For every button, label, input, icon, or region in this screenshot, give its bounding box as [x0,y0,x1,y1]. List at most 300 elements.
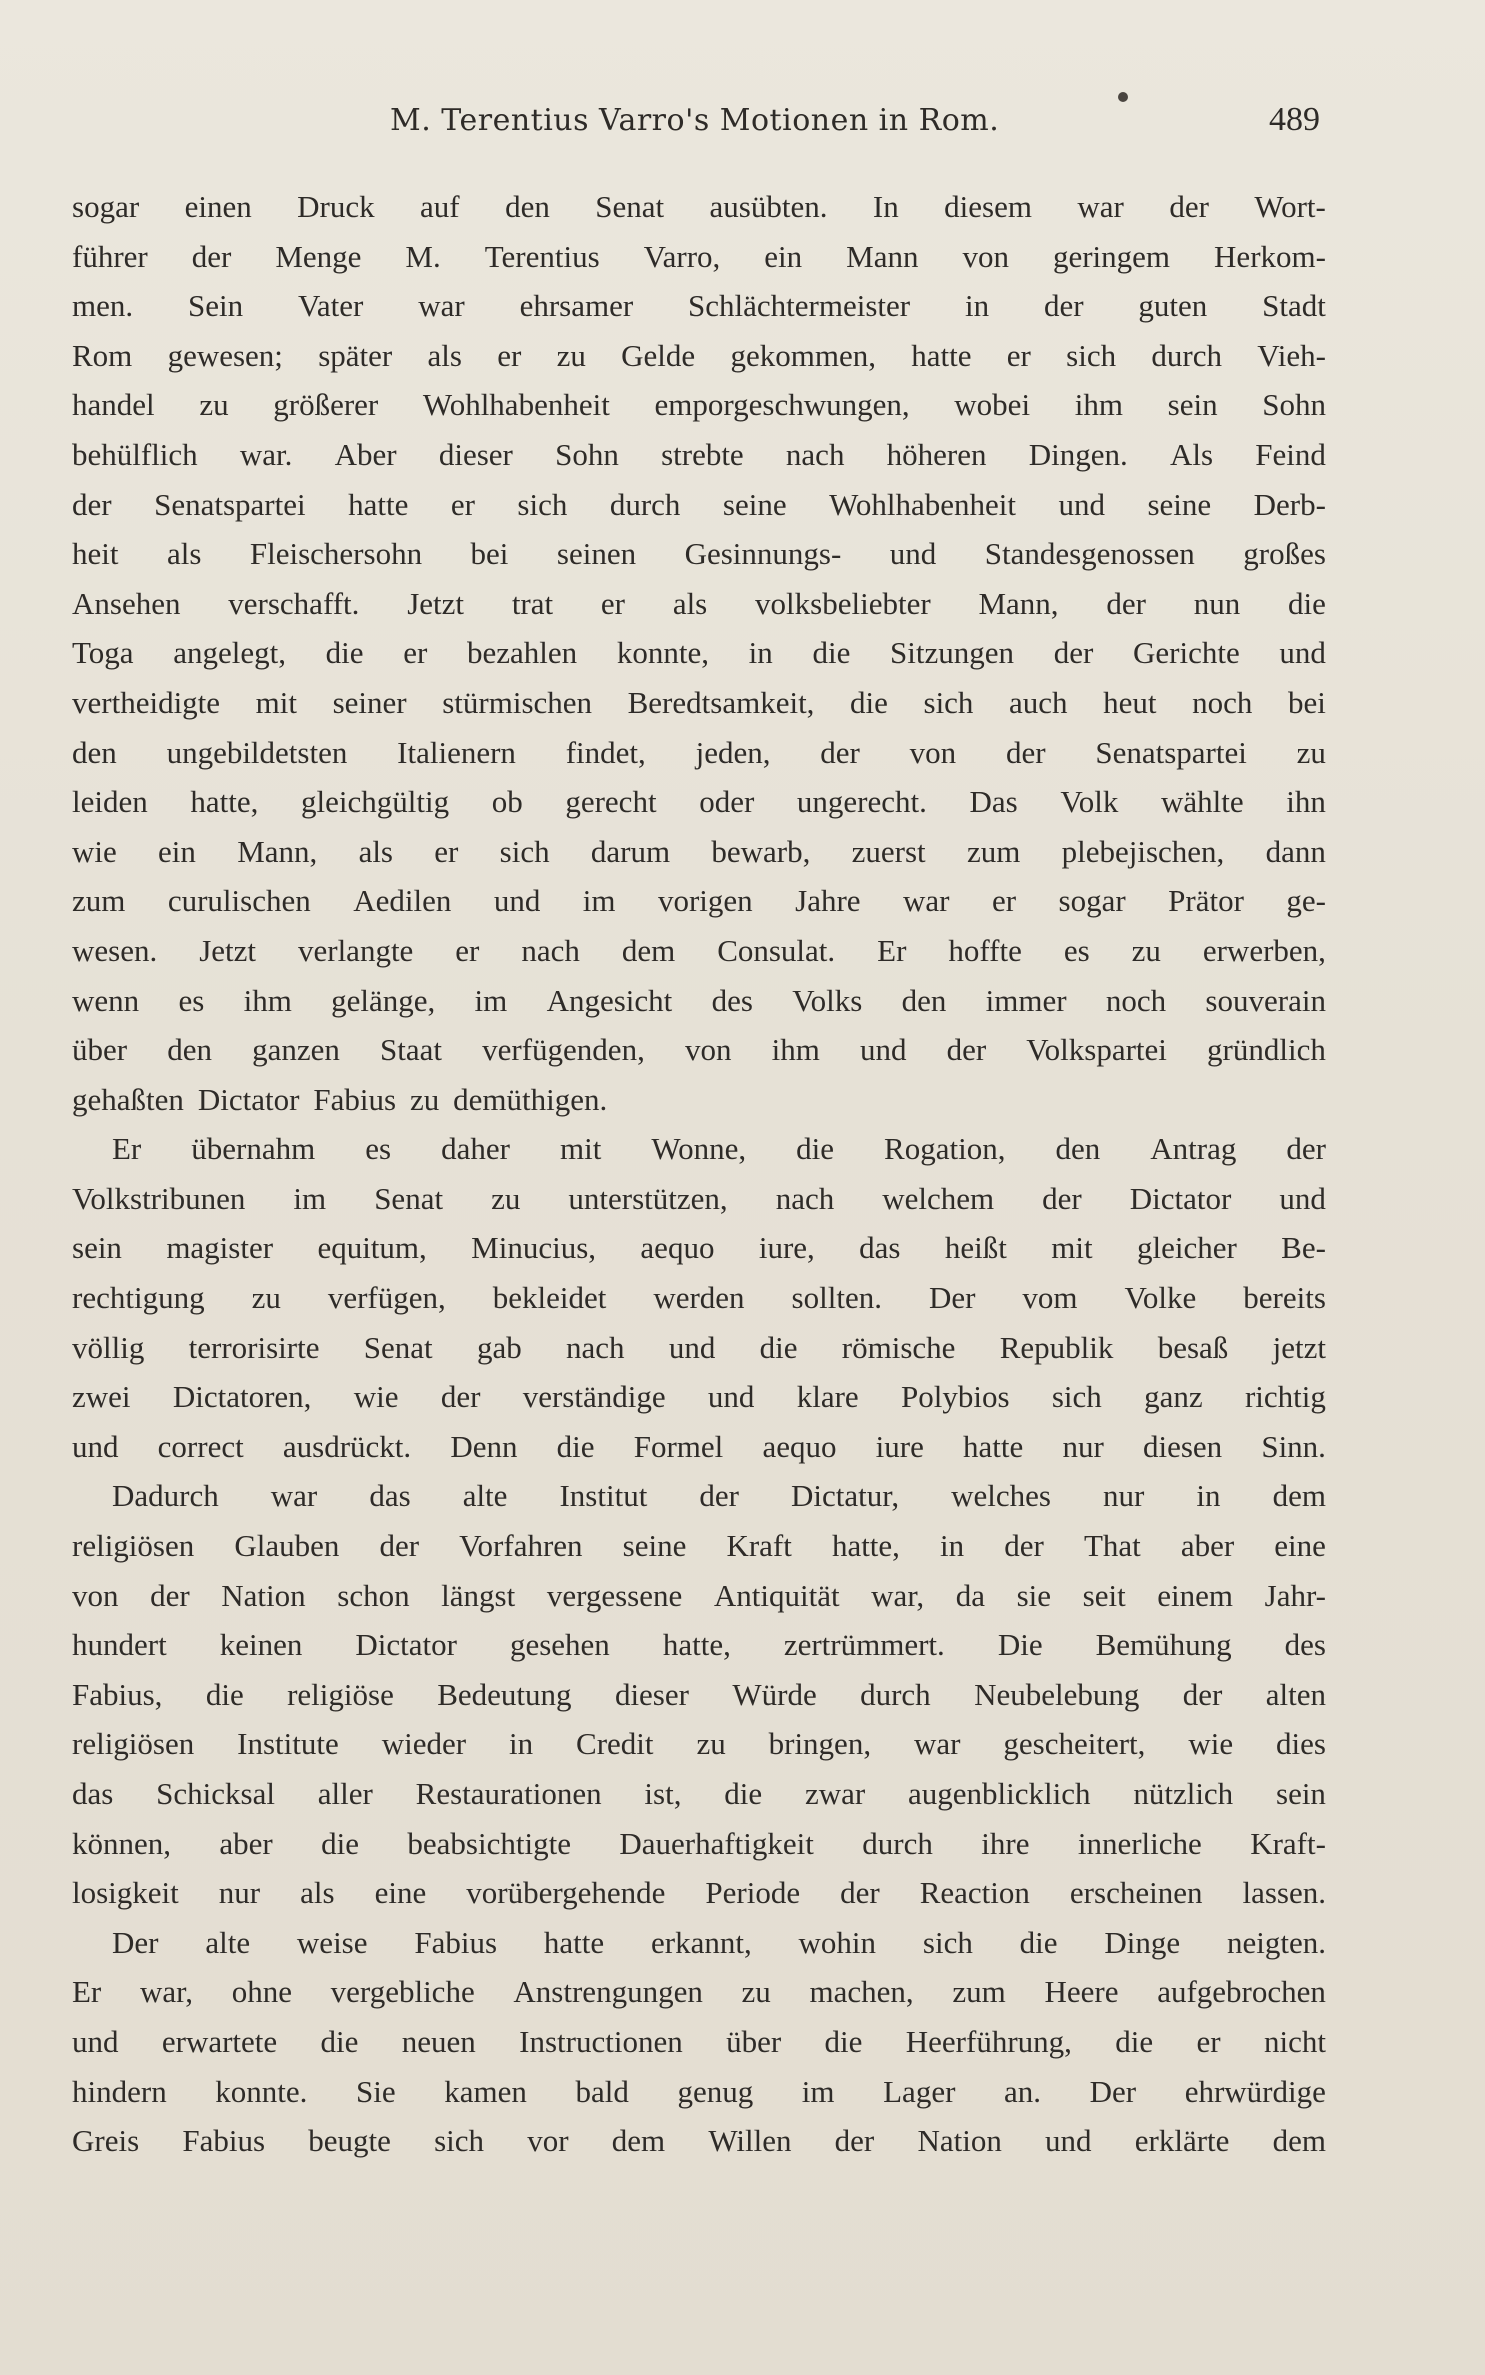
word: Reaction [919,1875,1030,1911]
word: des [1284,1627,1326,1663]
word: Glauben [234,1528,340,1564]
word: jeden, [695,734,771,770]
word: sogar [1058,883,1126,919]
word: er [497,337,522,373]
word: er [1196,2023,1221,2059]
word: sein [72,1230,122,1266]
word: im [474,982,508,1018]
word: Senat [363,1329,433,1365]
word: aequo [640,1230,715,1266]
word: Senatspartei [154,486,306,522]
word: Republik [999,1329,1114,1365]
word: beugte [308,2123,391,2159]
word: kamen [444,2073,527,2109]
word: zum [72,883,126,919]
word: ganzen [252,1032,340,1068]
word: Angesicht [546,982,673,1018]
word: den [167,1032,212,1068]
text-line [72,777,1326,827]
word: durch [609,486,681,522]
word: sollten. [791,1280,882,1316]
word: als [427,337,462,373]
text-line [72,480,1326,530]
word: hatte [963,1428,1024,1464]
word: Mann, [978,585,1059,621]
word: wie [72,833,117,869]
text-line [72,1223,1326,1273]
word: es [1063,932,1090,968]
word: Jahr- [1264,1577,1326,1613]
word: der [1004,1528,1044,1564]
word: in [940,1528,965,1564]
word: nach [566,1329,625,1365]
text-line [72,876,1326,926]
word: emporgeschwungen, [654,387,910,423]
word: Dictator [355,1627,457,1663]
word: aber [219,1825,273,1861]
text-line [72,182,1326,232]
word: Jahre [795,883,861,919]
text-line [72,827,1326,877]
word: bei [470,536,509,572]
word: in [508,1726,534,1762]
word: Beredtsamkeit, [627,684,815,720]
word: der [946,1032,987,1068]
text-line [72,232,1326,282]
word: magister [166,1230,274,1266]
word: M. [405,238,441,274]
word: gleichgültig [301,784,450,820]
word: bewarb, [711,833,811,869]
word: terrorisirte [188,1329,320,1365]
word: erwerben, [1202,932,1326,968]
word: die [325,635,364,671]
word: In [872,189,899,224]
word: Fabius [182,2123,266,2159]
word: That [1083,1528,1141,1564]
word: rechtigung [72,1280,205,1316]
word: gründlich [1207,1032,1326,1068]
word: einen [184,189,252,224]
word: mit [559,1131,602,1167]
word: leiden [72,784,148,820]
word: Dadurch [112,1478,219,1514]
running-title: M. Terentius Varro's Motionen in Rom. [390,103,1000,138]
word: ungerecht. [796,784,927,820]
word: angelegt, [173,635,286,671]
word: zu [1131,932,1161,968]
word: hatte [911,337,972,373]
page-number: 489 [1269,101,1320,138]
word: erscheinen [1069,1875,1203,1911]
text-line [72,1967,1326,2017]
word: welches [951,1478,1051,1514]
word: Volkstribunen [72,1180,246,1216]
word: vorigen [657,883,753,919]
word: dies [1276,1726,1326,1762]
text-line [72,1323,1326,1373]
word: verschafft. [228,585,360,621]
word: nur [1062,1428,1104,1464]
text-line [72,1819,1326,1869]
word: ihn [1286,784,1326,820]
word: strebte [661,436,744,472]
word: an. [1004,2073,1042,2109]
word: dann [1265,833,1326,869]
word: Volk [1060,784,1119,820]
word: bei [1287,684,1326,720]
word: ob [491,784,523,820]
text-line [72,1620,1326,1670]
word: wie [353,1379,399,1415]
word: und [859,1032,907,1068]
text-line [72,1571,1326,1621]
word: wie [1188,1726,1234,1762]
text-line [72,628,1326,678]
word: Dictator [197,1081,300,1117]
word: längst [441,1577,516,1613]
word: correct [157,1428,244,1464]
word: wesen. [72,932,158,968]
text-line [72,579,1326,629]
word: er [600,585,626,621]
word: Antrag [1150,1131,1237,1167]
word: dem [1272,1478,1326,1514]
word: Fleischersohn [249,536,423,572]
word: die [1288,585,1326,621]
word: augenblicklich [908,1776,1091,1811]
word: ihm [771,1032,820,1068]
word: sich [923,684,974,720]
word: sich [517,486,568,522]
word: sein [1167,387,1218,423]
word: Wonne, [651,1131,747,1167]
word: der [1182,1676,1223,1712]
word: der [1286,1131,1326,1167]
word: Ansehen [72,585,181,621]
word: war [1077,189,1124,224]
word: durch [860,1676,931,1712]
word: ausdrückt. [282,1428,412,1464]
word: Der [112,1924,159,1960]
word: nützlich [1133,1776,1234,1811]
word: hatte, [190,784,259,820]
word: verständige [522,1379,666,1415]
word: Gerichte [1133,635,1240,671]
word: geringem [1052,238,1171,274]
text-line [72,1372,1326,1422]
word: ist, [644,1776,682,1811]
word: der [1042,1180,1082,1216]
word: dieser [614,1676,689,1712]
word: Heerführung, [905,2023,1072,2059]
word: Sie [356,2073,396,2109]
word: ihre [981,1825,1030,1861]
word: großes [1243,536,1326,572]
word: der [1043,288,1084,324]
text-line [72,1124,1326,1174]
text-line [72,926,1326,976]
word: jetzt [1272,1329,1326,1365]
word: hatte, [662,1627,731,1663]
word: gewesen; [167,337,283,373]
word: von [684,1032,732,1068]
word: in [748,635,773,671]
word: verfügen, [327,1280,446,1316]
word: Derb- [1253,486,1326,522]
word: zu [556,337,586,373]
word: der [379,1528,420,1564]
text-line [72,2067,1326,2117]
word: er [455,932,480,968]
word: Jetzt [199,932,257,968]
word: klare [796,1379,859,1415]
word: ein [764,238,803,274]
word: vorübergehende [466,1875,666,1911]
word: eine [1274,1528,1326,1564]
word: richtig [1244,1379,1326,1415]
word: Nation [917,2123,1002,2159]
word: Lager [883,2073,956,2109]
word: seine [622,1528,687,1564]
word: seine [1147,486,1212,522]
text-line [72,1521,1326,1571]
word: stürmischen [442,684,593,720]
text-line [72,380,1326,430]
word: der [1106,585,1146,621]
body-text [72,182,1326,2166]
word: Sein [187,288,244,324]
word: der [191,238,232,274]
word: guten [1138,288,1208,324]
word: erwartete [161,2023,278,2059]
word: Würde [732,1676,817,1712]
word: aequo [762,1428,837,1464]
text-line [72,1719,1326,1769]
word: mit [1051,1230,1093,1266]
text-line [72,281,1326,331]
text-line [72,1471,1326,1521]
text-line [72,1075,1326,1125]
word: zu [251,1280,281,1316]
word: wählte [1160,784,1244,820]
text-line [72,1273,1326,1323]
word: Feind [1255,436,1326,472]
word: volksbeliebter [755,585,931,621]
word: sogar [72,189,140,224]
word: der [440,1379,481,1415]
word: sich [922,1924,973,1960]
word: neuen [401,2023,476,2059]
word: der [150,1577,190,1613]
word: durch [1151,337,1222,373]
word: wohin [798,1924,877,1960]
word: zu [409,1081,440,1117]
text-line [72,2017,1326,2067]
word: seine [722,486,787,522]
word: wieder [381,1726,467,1762]
word: und [72,1428,119,1464]
word: zuerst [851,833,926,869]
word: dem [621,932,676,968]
word: losigkeit [72,1875,179,1911]
text-line [72,728,1326,778]
word: in [964,288,990,324]
word: Volkspartei [1026,1032,1167,1068]
word: unterstützen, [568,1180,728,1216]
text-line [72,1769,1326,1819]
word: Dictatur, [791,1478,900,1514]
word: Consulat. [717,932,836,968]
word: konnte, [616,635,709,671]
word: gekommen, [730,337,876,373]
word: ungebildetsten [166,734,348,770]
word: auf [420,189,460,224]
word: nicht [1263,2023,1326,2059]
word: auch [1009,684,1068,720]
word: religiöse [287,1676,394,1712]
word: und [889,536,937,572]
word: der [699,1478,739,1514]
word: des [711,982,753,1018]
word: Rom [72,337,133,373]
text-line [72,430,1326,480]
word: Restaurationen [415,1776,602,1811]
word: verfügenden, [482,1032,645,1068]
word: verlangte [297,932,414,968]
word: Volks [792,982,863,1018]
word: vergessene [546,1577,683,1613]
word: immer [985,982,1067,1018]
word: gelänge, [331,982,436,1018]
word: Vieh- [1257,337,1326,373]
word: iure [875,1428,924,1464]
word: im [293,1180,327,1216]
word: weise [296,1924,368,1960]
word: war, [871,1577,925,1613]
word: findet, [565,734,646,770]
word: Nation [221,1577,306,1613]
word: ehrsamer [519,288,634,324]
word: Wort- [1254,189,1326,224]
word: Dictatoren, [172,1379,312,1415]
word: völlig [72,1329,145,1365]
word: Senatspartei [1095,734,1247,770]
word: war [914,1726,961,1762]
word: sich [1066,337,1117,373]
word: war [270,1478,318,1514]
word: Gelde [621,337,696,373]
word: Die [997,1627,1043,1663]
text-line [72,529,1326,579]
page-header [390,95,1330,155]
word: zu [741,1974,771,2010]
text-line [72,2116,1326,2166]
word: gleicher [1136,1230,1237,1266]
word: den [901,982,947,1018]
word: Toga [72,635,134,671]
word: darum [590,833,671,869]
word: und [1045,2123,1092,2159]
word: Er [112,1131,142,1167]
word: sie [1016,1577,1052,1613]
word: aber [1180,1528,1235,1564]
word: der [820,734,860,770]
word: aufgebrochen [1157,1974,1326,2010]
text-line [72,678,1326,728]
word: Dictator [1129,1180,1232,1216]
word: Heere [1044,1974,1119,2010]
word: bereits [1243,1280,1326,1316]
word: von [909,734,957,770]
word: zwei [72,1379,131,1415]
word: ein [158,833,196,869]
word: Neubelebung [974,1676,1140,1712]
word: alte [462,1478,508,1514]
word: gerecht [565,784,657,820]
text-line [72,1025,1326,1075]
word: das [859,1230,901,1266]
word: und [707,1379,755,1415]
word: Senat [374,1180,444,1216]
text-line [72,1422,1326,1472]
word: Be- [1281,1230,1326,1266]
word: ehrwürdige [1184,2073,1326,2109]
word: der [834,2123,875,2159]
word: höheren [886,436,987,472]
word: der [72,486,112,522]
word: handel [72,387,155,423]
word: Credit [576,1726,654,1762]
word: Instructionen [519,2023,683,2059]
word: diesen [1142,1428,1223,1464]
word: von [962,238,1009,274]
word: trat [511,585,554,621]
word: und [1058,486,1105,522]
text-line [72,1868,1326,1918]
word: römische [841,1329,956,1365]
text-line [72,1174,1326,1224]
word: Senat [595,189,665,224]
word: vom [1022,1280,1078,1316]
word: Gesinnungs- [684,536,842,572]
word: gescheitert, [1003,1726,1146,1762]
word: innerliche [1077,1825,1202,1861]
word: Antiquität [713,1577,840,1613]
word: und [493,883,541,919]
word: schon [337,1577,410,1613]
word: er [403,635,428,671]
word: seit [1082,1577,1126,1613]
word: erkannt, [650,1924,752,1960]
word: sich [434,2123,485,2159]
word: Schicksal [156,1776,275,1811]
word: zu [199,387,229,423]
word: nach [521,932,580,968]
word: Wohlhabenheit [829,486,1016,522]
word: führer [72,238,148,274]
word: noch [1105,982,1167,1018]
word: genug [677,2073,754,2109]
word: den [505,189,550,224]
word: Mann, [237,833,318,869]
word: dem [611,2123,666,2159]
word: es [365,1131,392,1167]
word: und [1279,1180,1326,1216]
word: machen, [809,1974,914,2010]
word: nach [775,1180,835,1216]
word: Der [1089,2073,1137,2109]
